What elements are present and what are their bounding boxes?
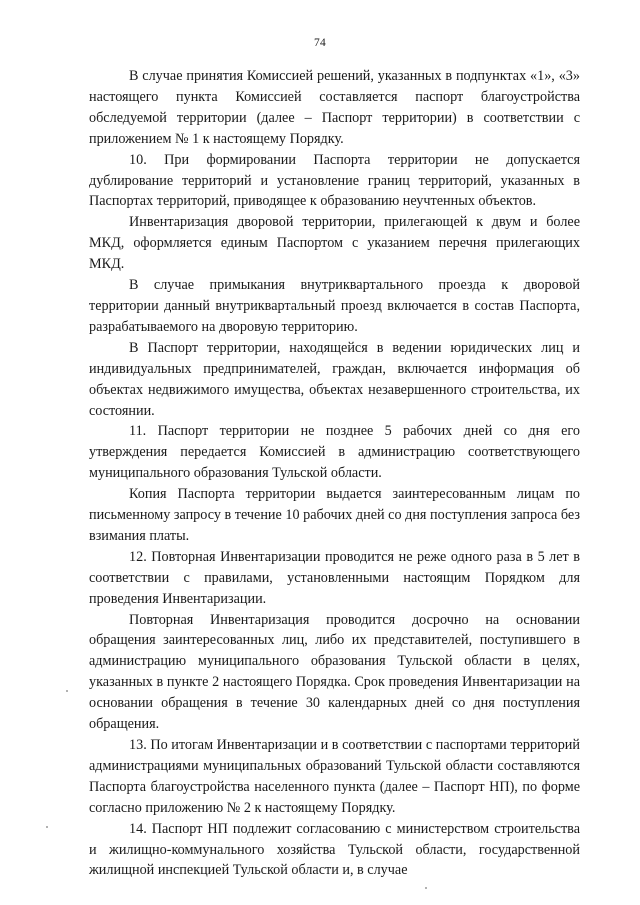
paragraph-intra-block-driveway: В случае примыкания внутриквартального проезда к дворовой территории данный внутриквартальный проезд включается в состав Паспорта, разрабатываемого на дворовую территорию. <box>89 277 580 335</box>
paragraph-commission-decisions: В случае принятия Комиссией решений, указанных в подпунктах «1», «3» настоящего пункта Комиссией составляется паспорт благоустройства обследуемой территории (далее – Паспорт территории) в соответствии с приложением № 1 к настоящему Порядку. <box>89 68 580 147</box>
scan-speck <box>425 887 427 889</box>
paragraph-item-14: 14. Паспорт НП подлежит согласованию с министерством строительства и жилищно-коммунального хозяйства Тульской области, государственной жилищной инспекцией Тульской области и, в случае <box>89 820 580 879</box>
paragraph-early-reinventory: Повторная Инвентаризация проводится досрочно на основании обращения заинтересованных лиц, либо их представителей, поступившего в администрацию муниципального образования Тульской области в целях, указанных в пункте 2 настоящего Порядка. Срок проведения Инвентаризации на основании обращения в течение 30 календарных дней со дня поступления обращения. <box>89 611 580 733</box>
document-body <box>89 66 580 881</box>
paragraph-item-13: 13. По итогам Инвентаризации и в соответствии с паспортами территорий администрациями муниципальных образований Тульской области составляются Паспорта благоустройства населенного пункта (далее – Паспорт НП), по форме согласно приложению № 2 к настоящему Порядку. <box>89 737 580 816</box>
page-number: 74 <box>314 37 326 49</box>
paragraph-item-11: 11. Паспорт территории не позднее 5 рабочих дней со дня его утверждения передается Комиссией в администрацию соответствующего муниципального образования Тульской области. <box>89 423 580 482</box>
paragraph-item-10: 10. При формировании Паспорта территории не допускается дублирование территорий и установление границ территорий, указанных в Паспортах территорий, приводящее к образованию неучтенных объектов. <box>89 151 580 210</box>
scan-speck <box>66 690 68 692</box>
scan-speck <box>46 826 48 828</box>
paragraph-passport-copy: Копия Паспорта территории выдается заинтересованным лицам по письменному запросу в течение 10 рабочих дней со дня поступления запроса без взимания платы. <box>89 486 580 544</box>
paragraph-courtyard-inventory: Инвентаризация дворовой территории, прилегающей к двум и более МКД, оформляется единым Паспортом с указанием перечня прилегающих МКД. <box>89 214 580 273</box>
paragraph-item-12: 12. Повторная Инвентаризации проводится не реже одного раза в 5 лет в соответствии с правилами, установленными настоящим Порядком для проведения Инвентаризации. <box>89 548 580 607</box>
paragraph-legal-entities: В Паспорт территории, находящейся в ведении юридических лиц и индивидуальных предпринимателей, граждан, включается информация об объектах недвижимого имущества, объектах незавершенного строительства, их состоянии. <box>89 339 580 419</box>
